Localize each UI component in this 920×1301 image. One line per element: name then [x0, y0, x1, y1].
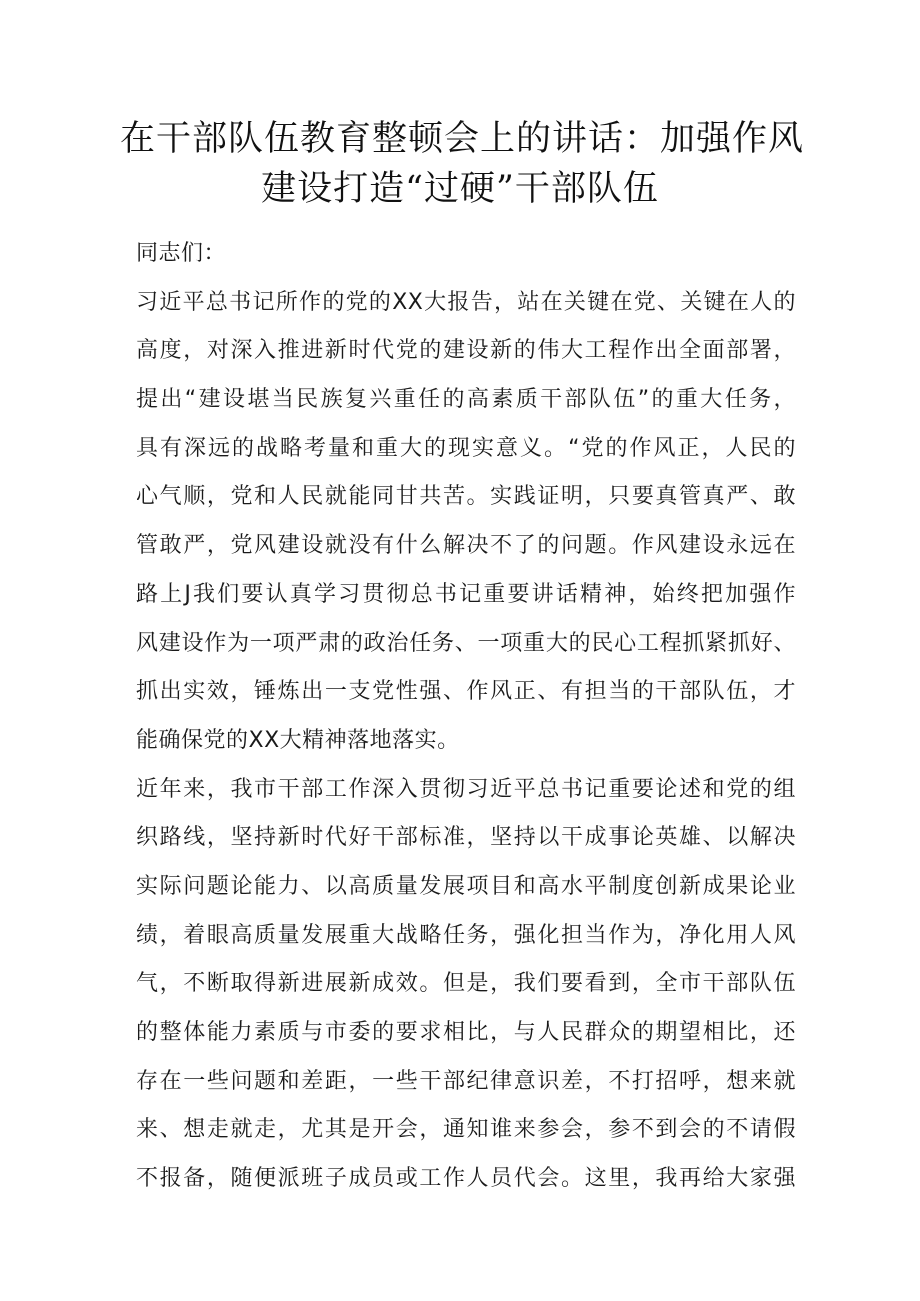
paragraph-line: 来、想走就走，尤其是开会，通知谁来参会，参不到会的不请假 [136, 1117, 796, 1143]
paragraph-2 [136, 766, 796, 1204]
paragraph-line: 管敢严，党风建设就没有什么解决不了的问题。作风建设永远在 [136, 533, 796, 559]
paragraph-line: 风建设作为一项严肃的政治任务、一项重大的民心工程抓紧抓好、 [136, 630, 796, 656]
paragraph-line: 不报备，随便派班子成员或工作人员代会。这里，我再给大家强 [136, 1166, 796, 1192]
paragraph-line: 习近平总书记所作的党的XX大报告，站在关键在党、关键在人的 [136, 289, 796, 315]
title-line-1: 在干部队伍教育整顿会上的讲话：加强作风 [120, 119, 805, 159]
document-title [120, 114, 805, 214]
paragraph-line: 提出“建设堪当民族复兴重任的高素质干部队伍”的重大任务， [136, 387, 797, 413]
paragraph-line: 抓出实效，锤炼出一支党性强、作风正、有担当的干部队伍，才 [136, 679, 796, 705]
paragraph-line: 的整体能力素质与市委的要求相比，与人民群众的期望相比，还 [136, 1020, 796, 1045]
paragraph-line: 织路线，坚持新时代好干部标准，坚持以干成事论英雄、以解决 [136, 825, 796, 851]
paragraph-line: 实际问题论能力、以高质量发展项目和高水平制度创新成果论业 [136, 873, 796, 899]
paragraph-line: 心气顺，党和人民就能同甘共苦。实践证明，只要真管真严、敢 [136, 484, 796, 510]
document-body [136, 230, 796, 1204]
paragraph-line: 具有深远的战略考量和重大的现实意义。“党的作风正，人民的 [136, 435, 796, 461]
paragraph-line: 存在一些问题和差距，一些干部纪律意识差，不打招呼，想来就 [136, 1068, 796, 1094]
salutation: 同志们： [136, 241, 227, 266]
paragraph-line: 绩，着眼高质量发展重大战略任务，强化担当作为，净化用人风 [136, 922, 796, 948]
paragraph-line: 路上J我们要认真学习贯彻总书记重要讲话精神，始终把加强作 [136, 581, 796, 607]
paragraph-line: 高度，对深入推进新时代党的建设新的伟大工程作出全面部署， [136, 338, 796, 364]
paragraph-1 [136, 279, 796, 766]
paragraph-line: 能确保党的XX大精神落地落实。 [136, 727, 460, 753]
paragraph-line: 近年来，我市干部工作深入贯彻习近平总书记重要论述和党的组 [136, 776, 796, 802]
title-line-2: 建设打造“过硬”干部队伍 [261, 169, 659, 209]
paragraph-line: 气，不断取得新进展新成效。但是，我们要看到，全市干部队伍 [136, 971, 796, 997]
